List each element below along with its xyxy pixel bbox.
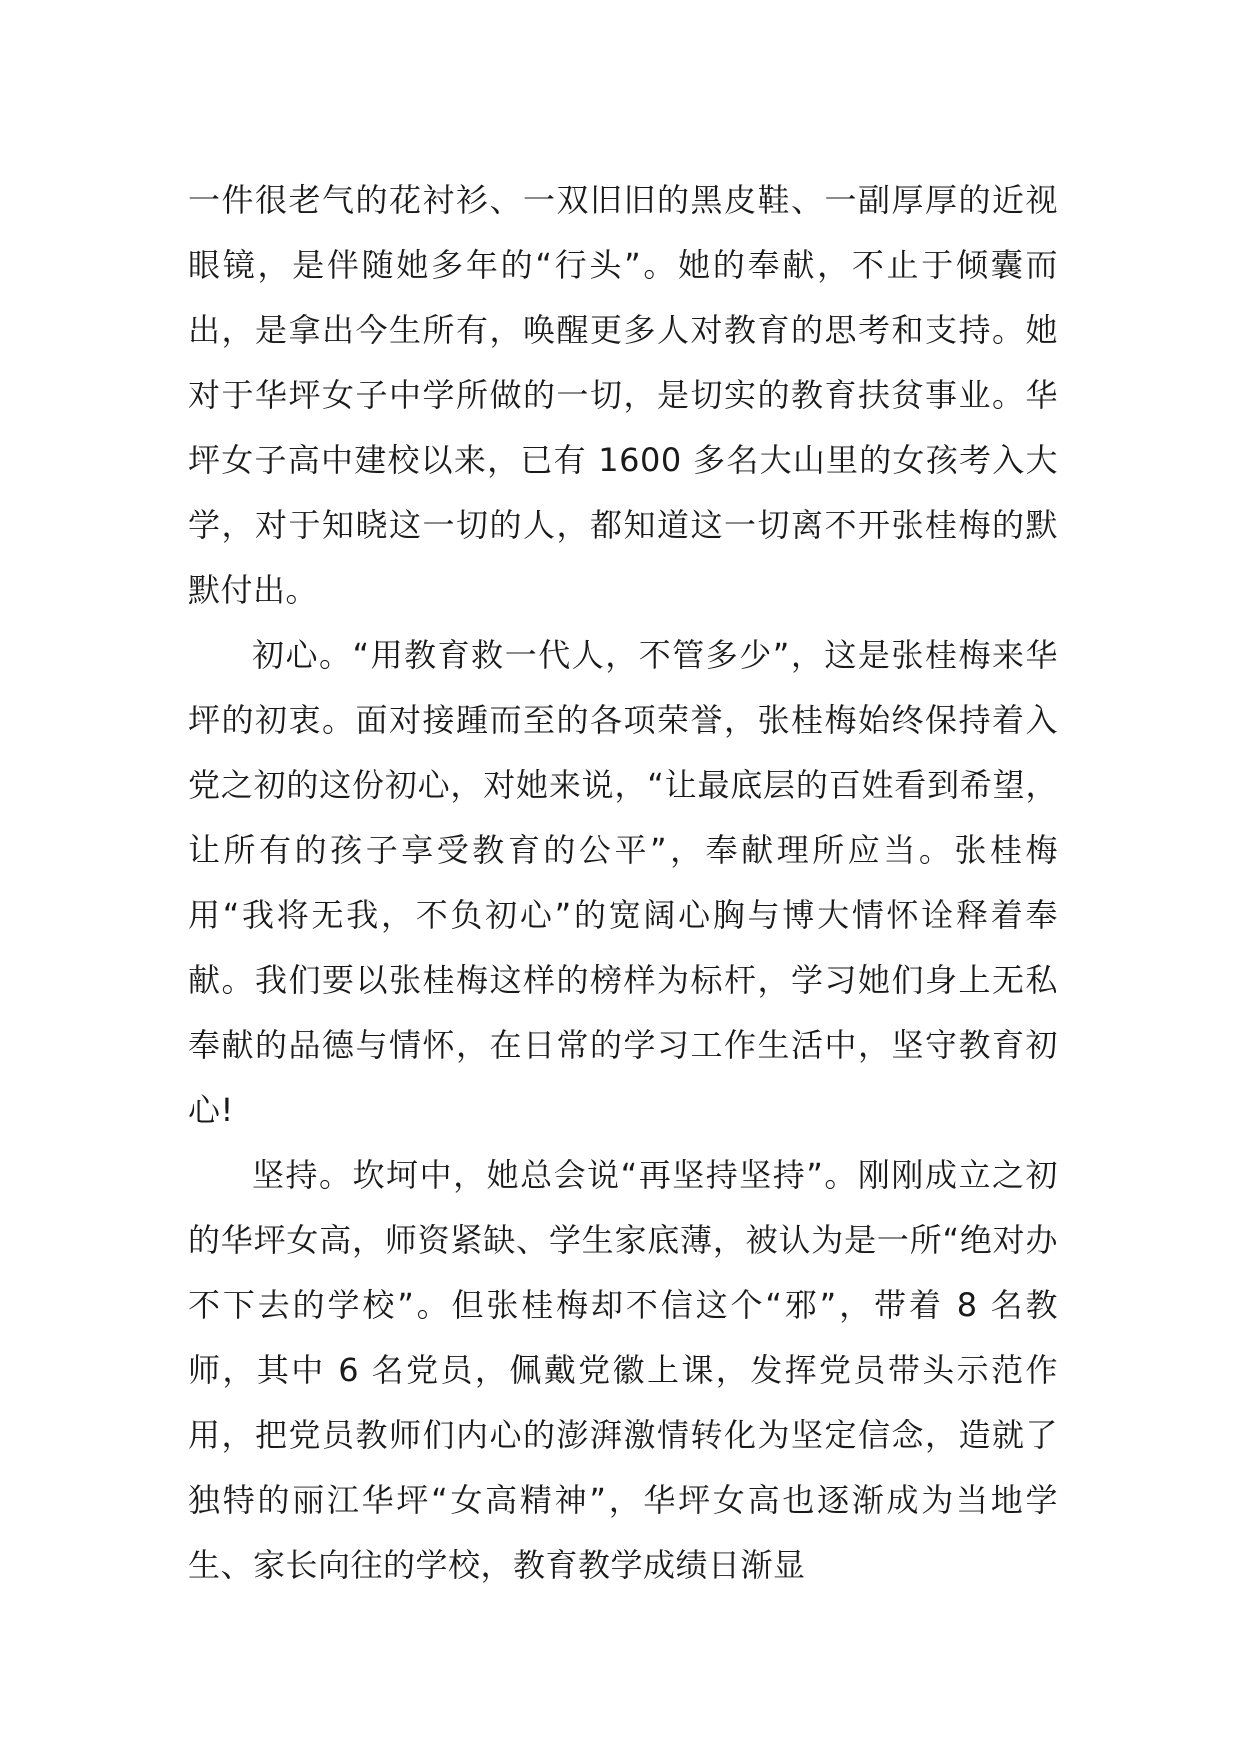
- paragraph-continuation: 一件很老气的花衬衫、一双旧旧的黑皮鞋、一副厚厚的近视眼镜，是伴随她多年的“行头”。她的奉献，不止于倾囊而出，是拿出今生所有，唤醒更多人对教育的思考和支持。她对于华坪女子中学所做的一切，是切实的教育扶贫事业。华坪女子高中建校以来，已有 1600 多名大山里的女孩考入大学，对于知晓这一切的人，都知道这一切离不开张桂梅的默默付出。: [188, 181, 1058, 609]
- paragraph-persistence: 坚持。坎坷中，她总会说“再坚持坚持”。刚刚成立之初的华坪女高，师资紧缺、学生家底薄，被认为是一所“绝对办不下去的学校”。但张桂梅却不信这个“邪”，带着 8 名教师，其中 6 名党员，佩戴党徽上课，发挥党员带头示范作用，把党员教师们内心的澎湃激情转化为坚定信念，造就了独特的丽江华坪“女高精神”，华坪女高也逐渐成为当地学生、家长向往的学校，教育教学成绩日渐显: [188, 1156, 1058, 1584]
- paragraph-original-aspiration: 初心。“用教育救一代人，不管多少”，这是张桂梅来华坪的初衷。面对接踵而至的各项荣誉，张桂梅始终保持着入党之初的这份初心，对她来说，“让最底层的百姓看到希望，让所有的孩子享受教育的公平”，奉献理所应当。张桂梅用“我将无我，不负初心”的宽阔心胸与博大情怀诠释着奉献。我们要以张桂梅这样的榜样为标杆，学习她们身上无私奉献的品德与情怀，在日常的学习工作生活中，坚守教育初心!: [188, 636, 1058, 1129]
- document-body: [188, 168, 1058, 1598]
